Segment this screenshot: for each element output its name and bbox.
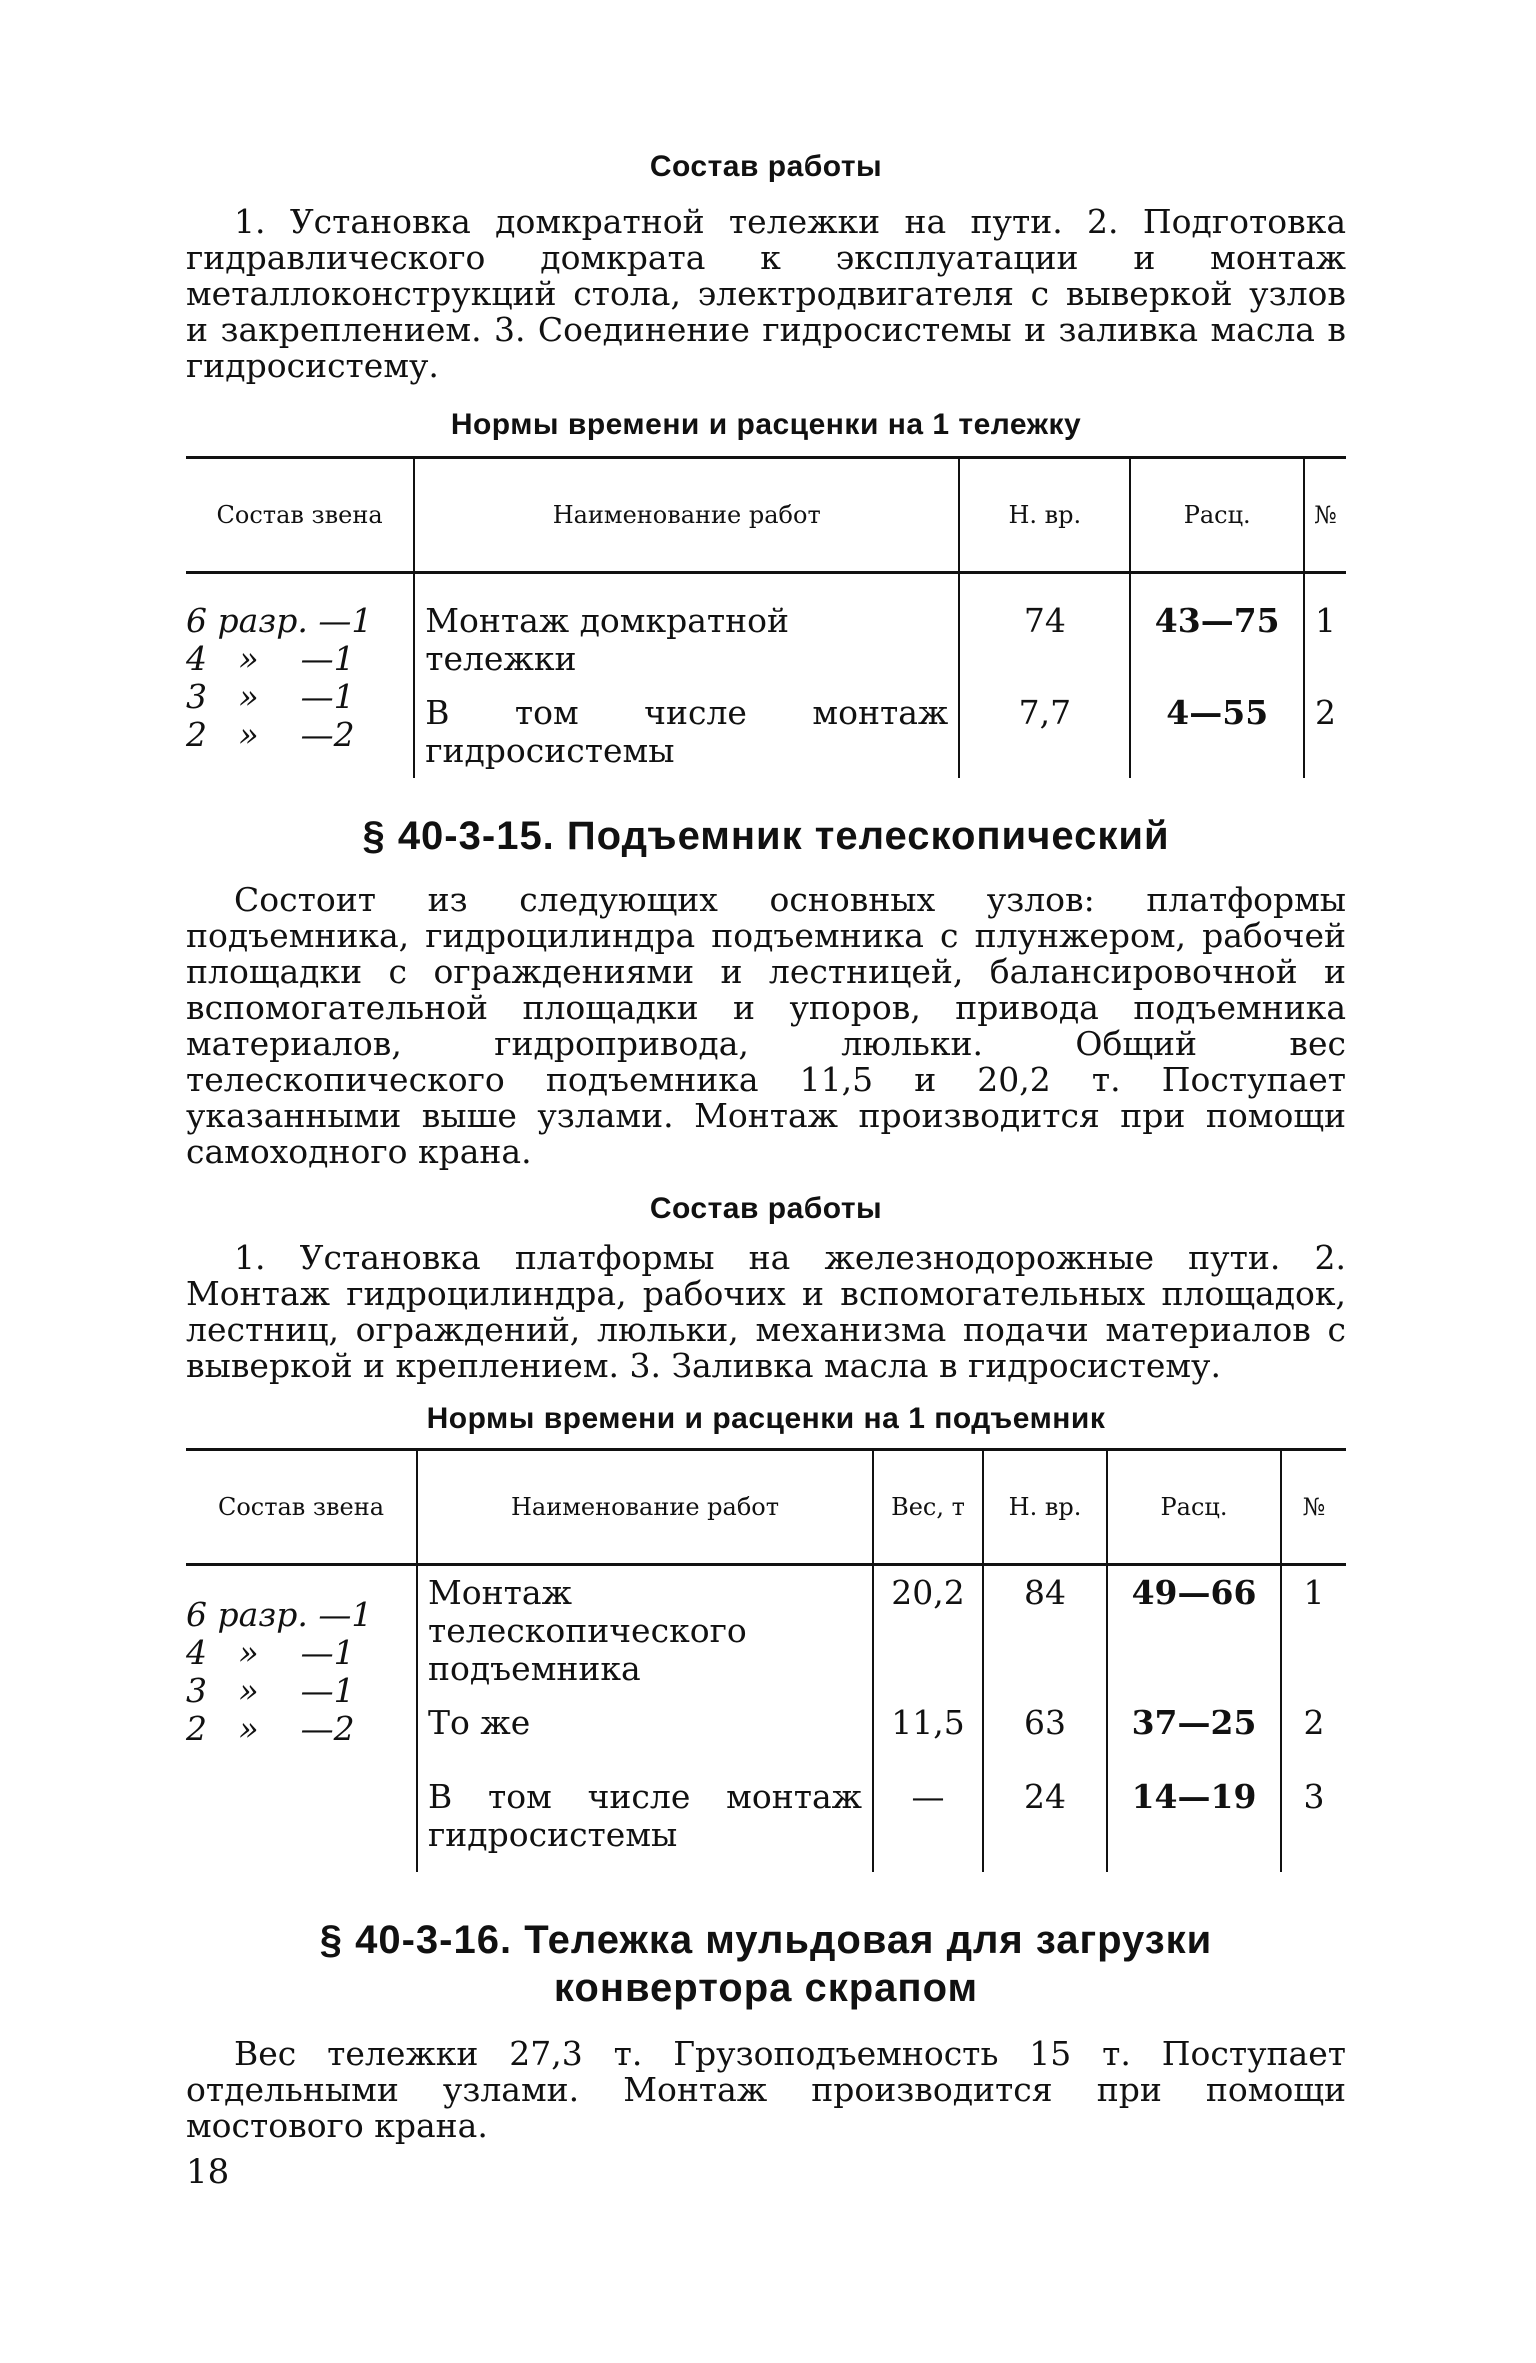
table-row (186, 573, 1346, 687)
work-composition-heading-1: Состав работы (649, 150, 883, 183)
page-content (186, 150, 1346, 2144)
section-description: Состоит из следующих основных узлов: платформы подъемника, гидроцилиндра подъемника с плунжером, рабочей площадки с ограждениями и лестницей, балансировочной и вспомогательной площадки и упоров, привода подъемника материалов, гидропривода, люльки. Общий вес телескопического подъемника 11,5 и 20,2 т. Поступает указанными выше узлами. Монтаж производится при помощи самоходного крана. (186, 880, 1346, 1171)
norms-table-2 (186, 1448, 1346, 1872)
work-composition-text-1: 1. Установка домкратной тележки на пути. 2. Подготовка гидравлического домкрата к эксплуатации и монтаж металлоконструкций стола, электродвигателя с выверкой узлов и закреплением. 3. Соединение гидросистемы и заливка масла в гидросистему. (186, 202, 1346, 385)
table-header-row (186, 1450, 1346, 1565)
col-crew: Состав звена (186, 1450, 417, 1565)
table2-title: Нормы времени и расценки на 1 подъемник (426, 1402, 1106, 1435)
section-title-40-3-15: § 40-3-15. Подъемник телескопический (362, 814, 1170, 858)
row-number: 2 (1281, 1696, 1346, 1770)
weight: — (873, 1770, 983, 1872)
row-number: 2 (1304, 686, 1346, 778)
col-norm: Н. вр. (959, 458, 1130, 573)
time-norm: 63 (983, 1696, 1107, 1770)
col-crew: Состав звена (186, 458, 414, 573)
time-norm: 84 (983, 1565, 1107, 1697)
section-title-40-3-16: § 40-3-16. Тележка мульдовая для загрузки конвертора скрапом (319, 1918, 1213, 2010)
col-number: № (1281, 1450, 1346, 1565)
row-number: 1 (1304, 573, 1346, 687)
col-work-name: Наименование работ (417, 1450, 873, 1565)
work-name: То же (417, 1696, 873, 1770)
table-header-row (186, 458, 1346, 573)
table-row (186, 1565, 1346, 1697)
work-name: Монтаж телескопического подъемника (417, 1565, 873, 1697)
page-number: 18 (186, 2152, 230, 2192)
price: 4—55 (1130, 686, 1304, 778)
table1-title: Нормы времени и расценки на 1 тележку (450, 408, 1082, 441)
crew-composition: 6 разр. —1 4 » —1 3 » —1 2 » —2 (186, 1595, 373, 1748)
row-number: 3 (1281, 1770, 1346, 1872)
weight: 20,2 (873, 1565, 983, 1697)
work-name: Монтаж домкратной тележки (414, 573, 959, 687)
work-name: В том числе монтаж гидросистемы (414, 686, 959, 778)
price: 37—25 (1107, 1696, 1281, 1770)
col-price: Расц. (1107, 1450, 1281, 1565)
work-name: В том числе монтаж гидросистемы (417, 1770, 873, 1872)
col-price: Расц. (1130, 458, 1304, 573)
crew-composition: 6 разр. —1 4 » —1 3 » —1 2 » —2 (186, 601, 373, 754)
time-norm: 24 (983, 1770, 1107, 1872)
section-text: Вес тележки 27,3 т. Грузоподъемность 15 т. Поступает отдельными узлами. Монтаж производится при помощи мостового крана. (186, 2034, 1346, 2145)
col-norm: Н. вр. (983, 1450, 1107, 1565)
price: 49—66 (1107, 1565, 1281, 1697)
time-norm: 7,7 (959, 686, 1130, 778)
price: 43—75 (1130, 573, 1304, 687)
col-work-name: Наименование работ (414, 458, 959, 573)
col-number: № (1304, 458, 1346, 573)
price: 14—19 (1107, 1770, 1281, 1872)
row-number: 1 (1281, 1565, 1346, 1697)
work-composition-heading-2: Состав работы (649, 1192, 883, 1225)
norms-table-1 (186, 456, 1346, 778)
weight: 11,5 (873, 1696, 983, 1770)
col-weight: Вес, т (873, 1450, 983, 1565)
work-composition-text-2: 1. Установка платформы на железнодорожные пути. 2. Монтаж гидроцилиндра, рабочих и вспомогательных площадок, лестниц, ограждений, люльки, механизма подачи материалов с выверкой и креплением. 3. Заливка масла в гидросистему. (186, 1238, 1346, 1385)
time-norm: 74 (959, 573, 1130, 687)
